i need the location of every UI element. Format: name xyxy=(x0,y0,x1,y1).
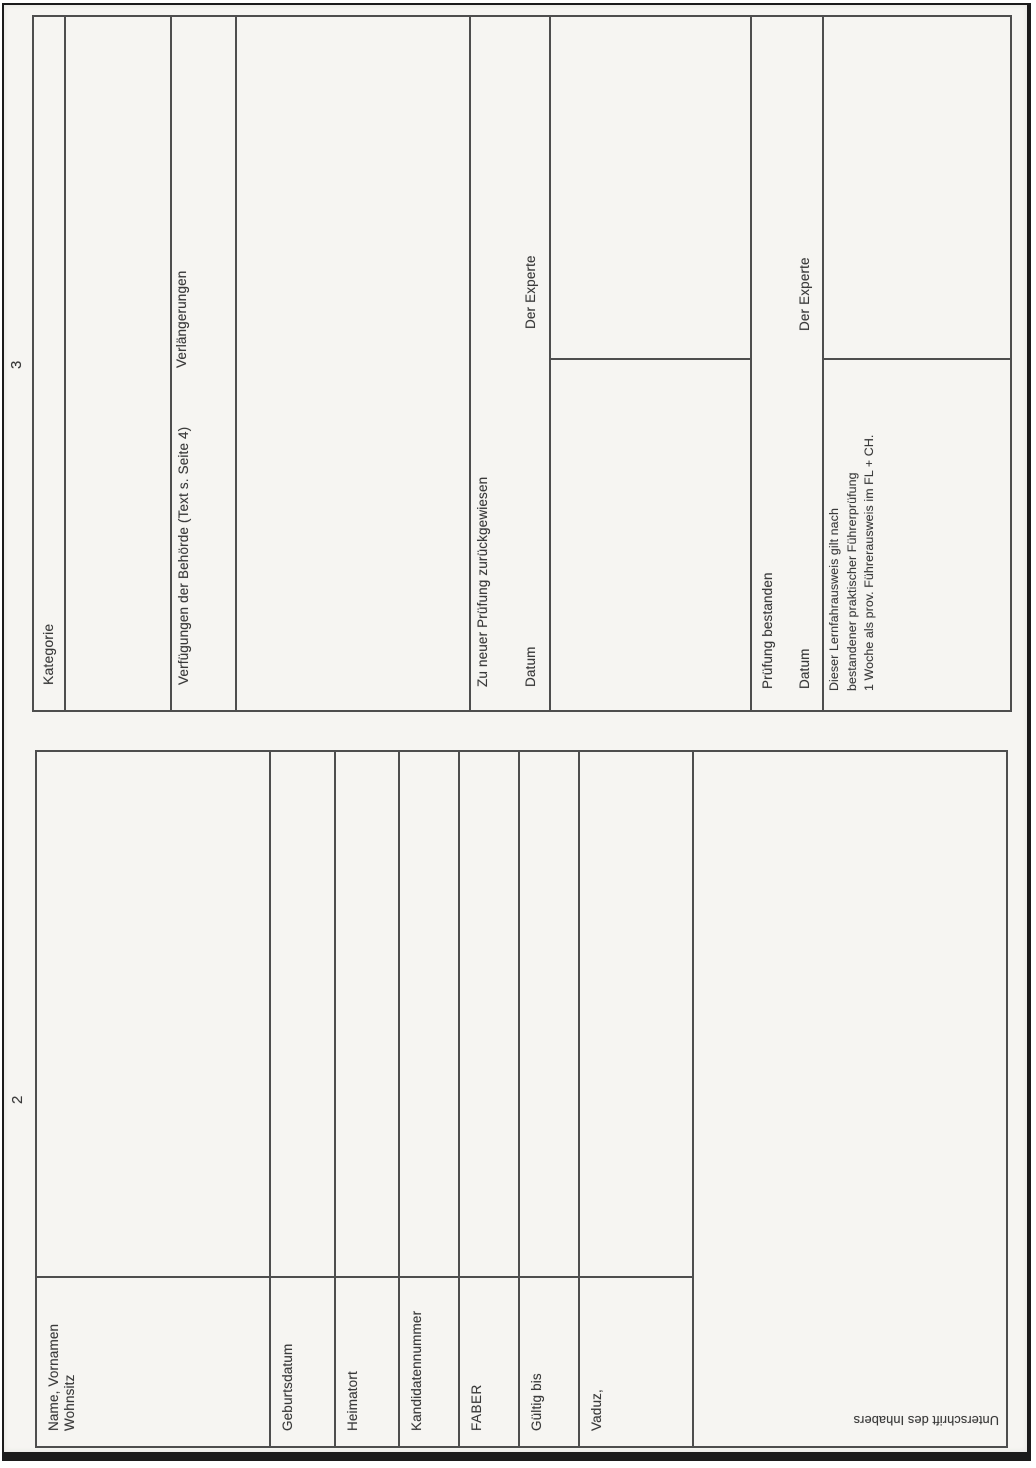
validity-note-line2: bestandener praktischer Führerprüfung xyxy=(844,472,859,691)
row-divider xyxy=(578,752,580,1446)
row-divider xyxy=(518,752,520,1446)
verfuegungen-label: Verfügungen der Behörde (Text s. Seite 4) xyxy=(176,426,191,685)
verlaengerungen-label: Verlängerungen xyxy=(174,270,189,368)
row-divider xyxy=(750,17,752,710)
label-column-divider xyxy=(37,1276,692,1278)
passed-experte-label: Der Experte xyxy=(797,257,812,331)
row-divider xyxy=(235,17,237,710)
rejected-section-title: Zu neuer Prüfung zurückgewiesen xyxy=(475,476,490,687)
datum-experte-divider xyxy=(549,358,752,360)
row-divider xyxy=(398,752,400,1446)
datum-experte-divider xyxy=(822,358,1010,360)
holder-signature-label: Unterschrift des Inhabers xyxy=(853,1413,999,1428)
kategorie-label: Kategorie xyxy=(40,623,56,685)
row-divider xyxy=(469,17,471,710)
field-label-name-line1: Name, Vornamen xyxy=(46,1323,61,1431)
field-label-geburtsdatum: Geburtsdatum xyxy=(280,1343,295,1431)
row-divider xyxy=(692,752,694,1446)
page-2 xyxy=(35,750,1008,1448)
field-label-faber: FABER xyxy=(469,1384,484,1431)
row-divider xyxy=(458,752,460,1446)
field-label-gueltig-bis: Gültig bis xyxy=(529,1373,544,1431)
field-label-name xyxy=(46,1324,78,1431)
field-label-wohnsitz: Wohnsitz xyxy=(62,1374,77,1431)
validity-note-line3: 1 Woche als prov. Führerausweis im FL + CH. xyxy=(862,434,876,691)
row-divider xyxy=(822,17,824,710)
passed-datum-label: Datum xyxy=(797,648,812,689)
row-divider xyxy=(334,752,336,1446)
row-divider xyxy=(549,17,551,710)
field-label-kandidatennummer: Kandidatennummer xyxy=(409,1310,424,1431)
validity-note-line1: Dieser Lernfahrausweis gilt nach xyxy=(827,508,841,691)
page-2-number: 2 xyxy=(9,1095,26,1104)
rejected-datum-label: Datum xyxy=(523,646,538,687)
row-divider xyxy=(170,17,172,710)
passed-section-title: Prüfung bestanden xyxy=(760,572,775,689)
row-divider xyxy=(64,17,66,710)
validity-note xyxy=(826,435,879,691)
page-3 xyxy=(32,15,1012,712)
page-3-number: 3 xyxy=(8,360,25,369)
field-label-heimatort: Heimatort xyxy=(345,1371,360,1431)
rejected-experte-label: Der Experte xyxy=(523,255,538,329)
field-label-vaduz: Vaduz, xyxy=(589,1389,604,1431)
row-divider xyxy=(269,752,271,1446)
